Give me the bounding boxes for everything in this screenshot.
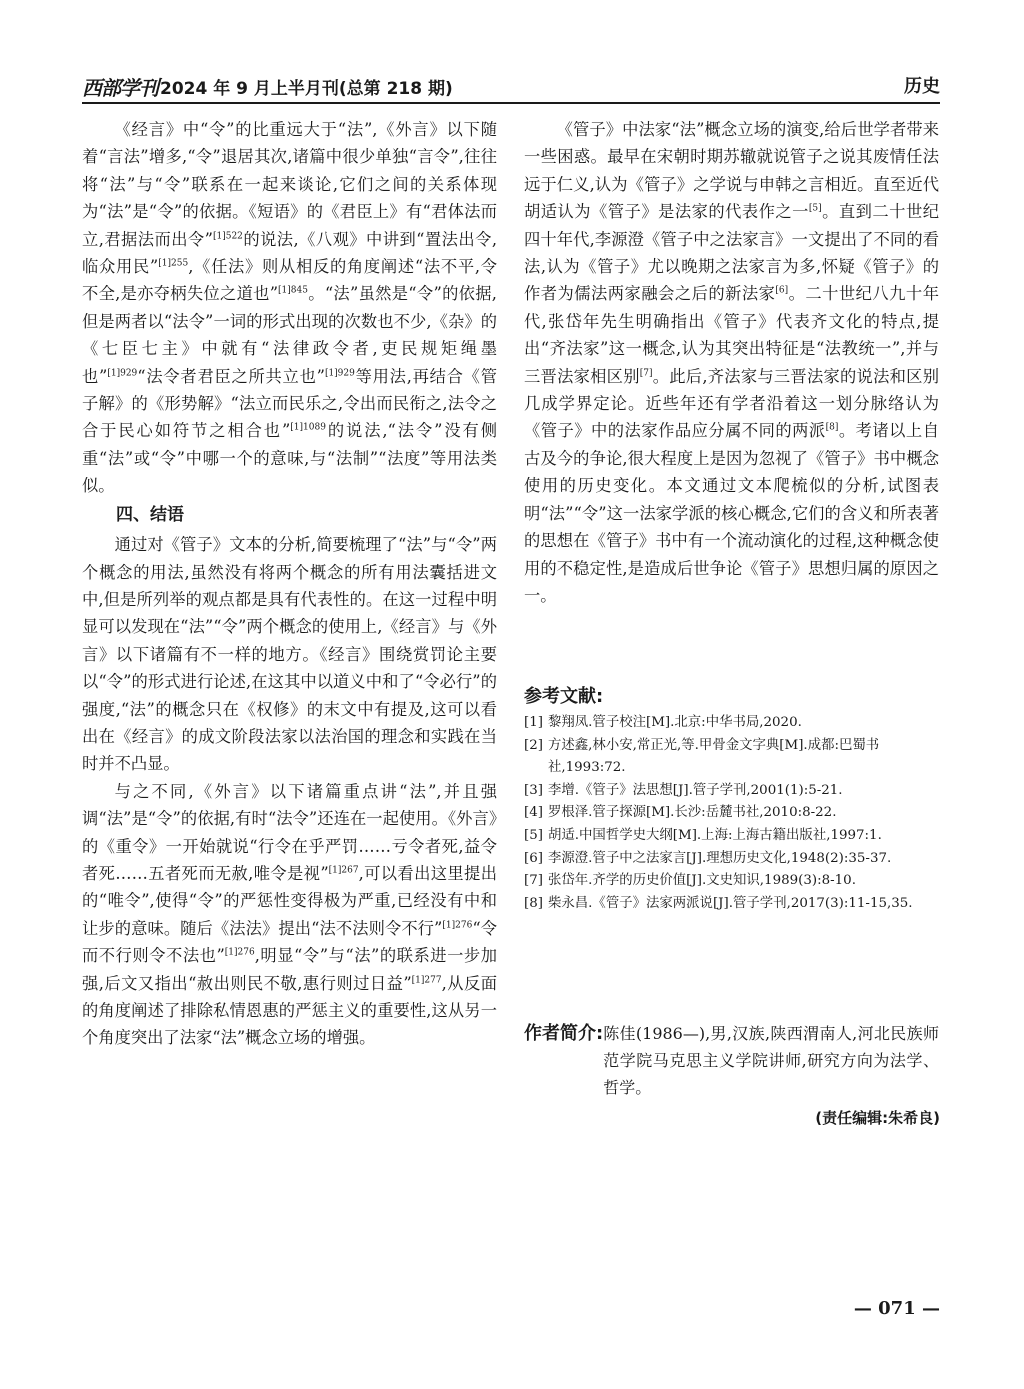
reference-number: [1] <box>524 715 543 730</box>
journal-logo: 西部学刊 <box>82 76 158 100</box>
reference-number: [8] <box>524 895 543 911</box>
reference-text: 方述鑫,林小安,常正光,等.甲骨金文字典[M].成都:巴蜀书社,1993:72. <box>548 737 880 776</box>
paragraph <box>82 116 497 500</box>
reference-item <box>524 870 939 893</box>
header-rule <box>82 102 940 104</box>
reference-number: [6] <box>524 850 543 866</box>
citation: [6] <box>775 286 789 297</box>
right-column <box>524 116 939 609</box>
reference-number: [3] <box>524 782 543 798</box>
references-title: 参考文献: <box>524 686 604 707</box>
reference-item <box>524 802 939 825</box>
citation: [5] <box>808 203 822 214</box>
author-bio-label: 作者简介: <box>524 1023 604 1044</box>
reference-item <box>524 735 939 780</box>
header-left <box>82 72 453 101</box>
text-run: 。“法”虽然是“令”的依据,但是两者以“法令”一词的形式出现的次数也不少,《杂》的《七臣七主》中就有“法律政令者,吏民规矩绳墨也” <box>82 284 497 386</box>
reference-item <box>524 893 939 916</box>
reference-text: 张岱年.齐学的历史价值[J].文史知识,1989(3):8-10. <box>548 873 856 889</box>
text-run: ,从反面的角度阐述了排除私情恩惠的严惩主义的重要性,这从另一个角度突出了法家“法”概念立场的增强。 <box>82 973 497 1048</box>
left-column <box>82 116 497 1052</box>
citation: [1]276 <box>224 947 255 958</box>
reference-number: [2] <box>524 737 543 753</box>
citation: [1]277 <box>411 975 442 986</box>
reference-text: 黎翔凤.管子校注[M].北京:中华书局,2020. <box>548 715 802 730</box>
page-number: — 071 — <box>853 1298 940 1319</box>
citation: [1]267 <box>328 865 359 876</box>
text-run: 的说法,“法令”没有侧重“法”或“令”中哪一个的意味,与“法制”“法度”等用法类似。 <box>82 421 497 496</box>
text-run: 。直到二十世纪四十年代,李源澄《管子中之法家言》一文提出了不同的看法,认为《管子》尤以晚期之法家言为多,怀疑《管子》的作者为儒法两家融会之后的新法家 <box>524 202 939 304</box>
text-run: ,《任法》则从相反的角度阐述“法不平,令不全,是亦夺柄失位之道也” <box>82 257 497 304</box>
editor-note: (责任编辑:朱希良) <box>815 1109 940 1127</box>
running-header <box>82 72 940 102</box>
reference-text: 李源澄.管子中之法家言[J].理想历史文化,1948(2):35-37. <box>548 850 892 866</box>
text-run: 《经言》中“令”的比重远大于“法”,《外言》以下随着“言法”增多,“令”退居其次,诸篇中很少单独“言令”,往往将“法”与“令”联系在一起来谈论,它们之间的关系体现为“法”是“令”的依据。《短语》的《君臣上》有“君体法而立,君据法而出令” <box>82 120 497 249</box>
section-name: 历史 <box>904 76 940 97</box>
issue-info: 2024 年 9 月上半月刊(总第 218 期) <box>160 79 453 99</box>
reference-item <box>524 825 939 848</box>
citation: [1]845 <box>278 286 308 297</box>
text-run: 与之不同,《外言》以下诸篇重点讲“法”,并且强调“法”是“令”的依据,有时“法令”还连在一起使用。《外言》的《重令》一开始就说“行令在乎严罚……亏令者死,益令者死……五者死而无赦,唯令是视” <box>82 781 497 883</box>
text-run: “令而不行则令不法也” <box>82 918 497 966</box>
references-list <box>524 712 939 915</box>
reference-number: [5] <box>524 827 543 843</box>
citation: [1]929 <box>107 368 138 379</box>
text-run: ,可以看出这里提出的“唯令”,使得“令”的严惩性变得极为严重,已经没有中和让步的意味。随后《法法》提出“法不法则令不行” <box>82 863 497 938</box>
text-run: 等用法,再结合《管子解》的《形势解》“法立而民乐之,令出而民衔之,法令之合于民心如符节之相合也” <box>82 366 497 441</box>
reference-text: 柴永昌.《管子》法家两派说[J].管子学刊,2017(3):11-15,35. <box>548 895 913 911</box>
author-bio <box>524 1020 939 1101</box>
text-run: 。二十世纪八九十年代,张岱年先生明确指出《管子》代表齐文化的特点,提出“齐法家”这一概念,认为其突出特征是“法教统一”,并与三晋法家相区别 <box>524 284 939 386</box>
citation: [1]929 <box>324 368 355 379</box>
reference-number: [4] <box>524 805 543 821</box>
text-run: ,明显“令”与“法”的联系进一步加强,后文又指出“赦出则民不敬,惠行则过日益” <box>82 946 497 993</box>
text-run: “法令者君臣之所共立也” <box>137 366 325 386</box>
citation: [7] <box>639 368 653 379</box>
citation: [1]276 <box>442 920 473 931</box>
reference-text: 罗根泽.管子探源[M].长沙:岳麓书社,2010:8-22. <box>548 805 837 821</box>
paragraph <box>82 778 497 1052</box>
reference-number: [7] <box>524 873 543 889</box>
citation: [1]522 <box>212 231 243 242</box>
section-heading: 四、结语 <box>116 504 184 525</box>
reference-text: 李增.《管子》法思想[J].管子学刊,2001(1):5-21. <box>548 782 843 798</box>
text-run: 的说法,《八观》中讲到“置法出令,临众用民” <box>82 229 497 277</box>
author-bio-text: 陈佳(1986—),男,汉族,陕西渭南人,河北民族师范学院马克思主义学院讲师,研究方向为法学、哲学。 <box>603 1024 939 1097</box>
text-run: 。考诸以上自古及今的争论,很大程度上是因为忽视了《管子》书中概念使用的历史变化。本文通过文本爬梳似的分析,试图表明“法”“令”这一法家学派的核心概念,它们的含义和所表著的思想在《管子》书中有一个流动演化的过程,这种概念使用的不稳定性,是造成后世争论《管子》思想归属的原因之一。 <box>524 421 939 605</box>
text-run: 。此后,齐法家与三晋法家的说法和区别几成学界定论。近些年还有学者沿着这一划分脉络认为《管子》中的法家作品应分属不同的两派 <box>524 366 939 441</box>
paragraph: 通过对《管子》文本的分析,简要梳理了“法”与“令”两个概念的用法,虽然没有将两个概念的所有用法囊括进文中,但是所列举的观点都是具有代表性的。在这一过程中明显可以发现在“法”“令”两个概念的使用上,《经言》与《外言》以下诸篇有不一样的地方。《经言》围绕赏罚论主要以“令”的形式进行论述,在这其中以道义中和了“令必行”的强度,“法”的概念只在《权修》的末文中有提及,这可以看出在《经言》的成文阶段法家以法治国的理念和实践在当时并不凸显。 <box>82 535 497 774</box>
paragraph <box>524 116 939 609</box>
citation: [1]1089 <box>290 423 326 434</box>
reference-item <box>524 712 939 735</box>
reference-item <box>524 780 939 803</box>
reference-text: 胡适.中国哲学史大纲[M].上海:上海古籍出版社,1997:1. <box>548 827 882 843</box>
text-run: 《管子》中法家“法”概念立场的演变,给后世学者带来一些困惑。最早在宋朝时期苏辙就说管子之说其废情任法远于仁义,认为《管子》之学说与申韩之言相近。直至近代胡适认为《管子》是法家的代表作之一 <box>524 120 939 222</box>
citation: [8] <box>825 423 839 434</box>
citation: [1]255 <box>158 258 189 269</box>
reference-item <box>524 848 939 871</box>
